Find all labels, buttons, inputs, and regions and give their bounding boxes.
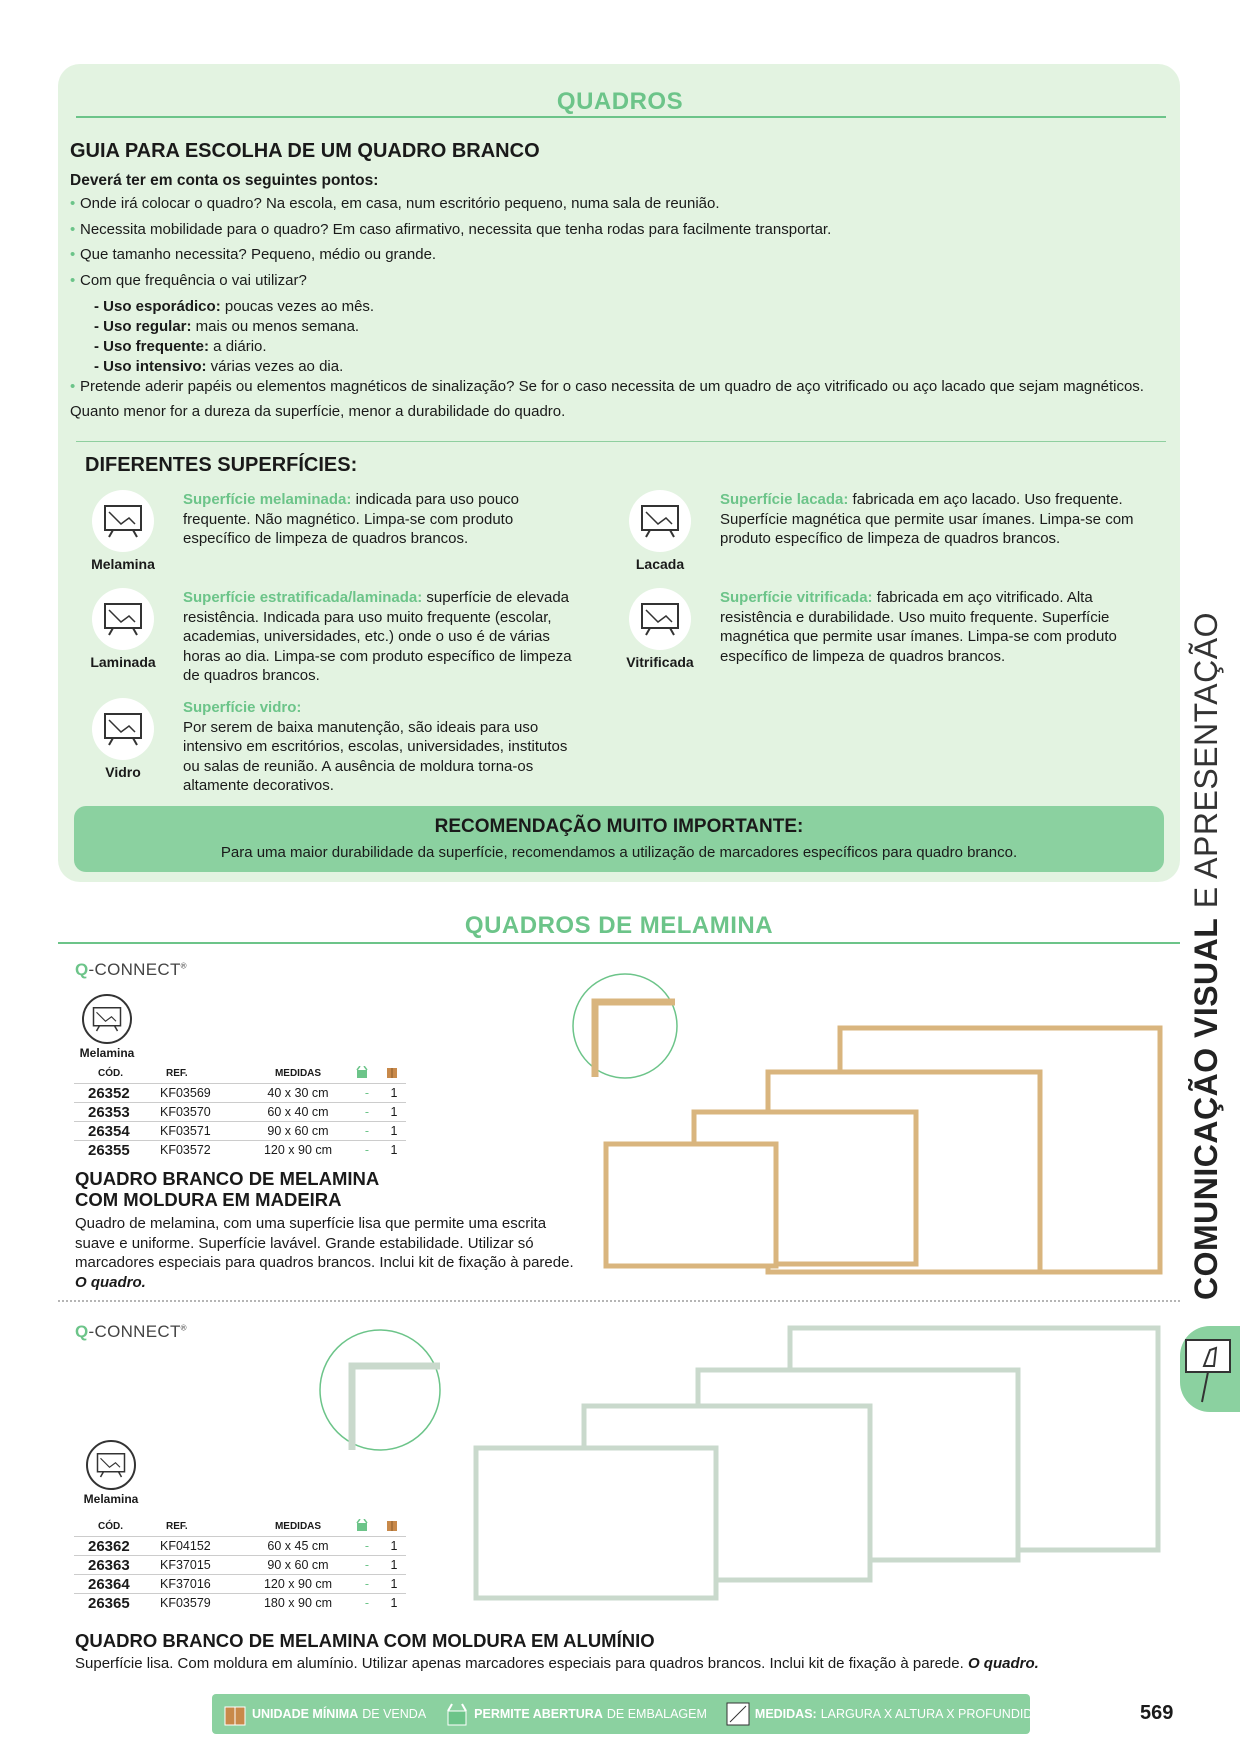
- badge-label: Melamina: [83, 1492, 139, 1506]
- legend-bar: [212, 1694, 1059, 1734]
- legend-min-unit: UNIDADE MÍNIMA DE VENDA: [222, 1701, 426, 1727]
- surface-icon-label: Vidro: [105, 764, 141, 780]
- recommendation-title: RECOMENDAÇÃO MUITO IMPORTANTE:: [434, 816, 804, 837]
- product-table: [74, 1064, 406, 1160]
- table-row: 26353 KF03570 60 x 40 cm - 1: [74, 1103, 406, 1122]
- col-ref: REF.: [166, 1068, 188, 1079]
- table-header: [74, 1064, 406, 1084]
- recommendation-box: [74, 806, 1164, 872]
- col-cod: CÓD.: [98, 1068, 123, 1079]
- product-title: QUADRO BRANCO DE MELAMINA COM MOLDURA EM MADEIRA: [75, 1168, 380, 1210]
- category-sidebar-title: COMUNICAÇÃO VISUAL E APRESENTAÇÃO: [1188, 612, 1224, 1300]
- board-small: [606, 1144, 776, 1266]
- whiteboard-icon: [92, 698, 154, 760]
- legend-open-pack: PERMITE ABERTURA DE EMBALAGEM: [444, 1701, 707, 1727]
- whiteboard-icon: [92, 588, 154, 650]
- usage-item: - Uso intensivo: várias vezes ao dia.: [94, 357, 344, 375]
- brand-logo: Q-CONNECT®: [75, 1322, 187, 1341]
- usage-item: - Uso regular: mais ou menos semana.: [94, 317, 360, 335]
- melamina-badge: [72, 994, 142, 1060]
- guide-bullet: • Onde irá colocar o quadro? Na escola, em casa, num escritório pequeno, numa sala de reunião.: [70, 196, 1170, 222]
- guide-title: QUADROS: [556, 88, 684, 115]
- product-title: QUADRO BRANCO DE MELAMINA COM MOLDURA EM ALUMÍNIO: [75, 1630, 655, 1651]
- col-med: MEDIDAS: [274, 1068, 322, 1079]
- open-pack-icon: [352, 1064, 382, 1084]
- presentation-hand-icon: [1180, 1326, 1236, 1406]
- open-pack-icon: [444, 1701, 470, 1727]
- surface-text: Superfície vidro: Por serem de baixa manutenção, são ideais para uso intensivo em escritórios, escolas, universidades, institutos ou salas de reunião. A ausência de moldura torna-os altamente decorativos.: [183, 699, 568, 795]
- board-small: [476, 1448, 716, 1598]
- table-row: 26362 KF04152 60 x 45 cm - 1: [74, 1537, 406, 1556]
- melamina-badge: [76, 1440, 146, 1506]
- table-row: 26352 KF03569 40 x 30 cm - 1: [74, 1084, 406, 1103]
- usage-item: - Uso frequente: a diário.: [94, 337, 267, 355]
- badge-label: Melamina: [79, 1046, 135, 1060]
- table-row: 26365 KF03579 180 x 90 cm - 1: [74, 1594, 406, 1613]
- usage-item: - Uso esporádico: poucas vezes ao mês.: [94, 297, 375, 315]
- section-rule: [58, 942, 1180, 944]
- surface-text: Superfície estratificada/laminada: superfície de elevada resistência. Indicada para uso muito frequente (escolar, academias, universidades, etc.) onde o uso é de várias horas ao dia. Limpa-se com produto específico de limpeza de quadros brancos.: [183, 589, 572, 685]
- surface-text: Superfície lacada: fabricada em aço lacado. Uso frequente. Superfície magnética que permite usar ímanes. Limpa-se com produto específico de limpeza de quadros brancos.: [720, 491, 1134, 548]
- product-description: Quadro de melamina, com uma superfície lisa que permite uma escrita suave e uniforme. Superfície lavável. Grande estabilidade. Utilizar só marcadores especiais para quadros brancos. Inclui kit de fixação à parede. O quadro.: [75, 1215, 574, 1291]
- section-title: QUADROS DE MELAMINA: [464, 912, 774, 939]
- guide-list: [70, 196, 1170, 430]
- title-rule: [76, 116, 1166, 118]
- wood-whiteboards-image: [570, 972, 1170, 1282]
- guide-bullet: • Pretende aderir papéis ou elementos magnéticos de sinalização? Se for o caso necessita de um quadro de aço vitrificado ou aço lacado que sejam magnéticos.: [70, 379, 1170, 405]
- divider: [76, 441, 1166, 442]
- surface-icon-label: Lacada: [635, 556, 685, 572]
- col-cod: CÓD.: [98, 1521, 123, 1532]
- legend-dimensions: MEDIDAS: LARGURA X ALTURA X PROFUNDIDADE: [725, 1701, 1058, 1727]
- col-med: MEDIDAS: [274, 1521, 322, 1532]
- brand-logo: Q-CONNECT®: [75, 960, 187, 979]
- box-icon: [382, 1064, 406, 1084]
- table-row: 26363 KF37015 90 x 60 cm - 1: [74, 1556, 406, 1575]
- guide-bullet: • Que tamanho necessita? Pequeno, médio ou grande.: [70, 247, 1170, 273]
- whiteboard-icon: [86, 1440, 136, 1490]
- table-row: 26355 KF03572 120 x 90 cm - 1: [74, 1141, 406, 1160]
- whiteboard-icon: [629, 490, 691, 552]
- durability-note: Quanto menor for a dureza da superfície, menor a durabilidade do quadro.: [70, 403, 566, 421]
- whiteboard-icon: [82, 994, 132, 1044]
- product-description: Superfície lisa. Com moldura em alumínio. Utilizar apenas marcadores especiais para quadros brancos. Inclui kit de fixação à parede. O quadro.: [75, 1655, 1039, 1672]
- whiteboard-icon: [629, 588, 691, 650]
- surface-text: Superfície melaminada: indicada para uso pouco frequente. Não magnético. Limpa-se com produto específico de limpeza de quadros brancos.: [183, 491, 520, 548]
- guide-bullet: • Necessita mobilidade para o quadro? Em caso afirmativo, necessita que tenha rodas para facilmente transportar.: [70, 222, 1170, 248]
- surface-icon-label: Vitrificada: [626, 654, 694, 670]
- dimensions-icon: [725, 1701, 751, 1727]
- table-row: 26364 KF37016 120 x 90 cm - 1: [74, 1575, 406, 1594]
- zoom-circle: [320, 1330, 440, 1450]
- page-number: 569: [1140, 1702, 1174, 1724]
- surface-text: Superfície vitrificada: fabricada em aço vitrificado. Alta resistência e durabilidade. Uso muito frequente. Superfície magnética que permite usar ímanes. Limpa-se com produto específico de limpeza de quadros brancos.: [720, 589, 1117, 665]
- dotted-separator: [58, 1300, 1180, 1302]
- guide-heading: GUIA PARA ESCOLHA DE UM QUADRO BRANCO: [70, 140, 540, 162]
- zoom-circle: [573, 974, 677, 1078]
- box-icon: [222, 1701, 248, 1727]
- aluminium-whiteboards-image: [318, 1322, 1168, 1602]
- table-row: 26354 KF03571 90 x 60 cm - 1: [74, 1122, 406, 1141]
- guide-bullet: • Com que frequência o vai utilizar?: [70, 273, 1170, 299]
- category-tab: [1180, 1326, 1240, 1412]
- guide-intro: Deverá ter em conta os seguintes pontos:: [70, 172, 379, 189]
- whiteboard-icon: [92, 490, 154, 552]
- surface-icon-label: Laminada: [90, 654, 156, 670]
- surface-icon-label: Melamina: [91, 556, 155, 572]
- recommendation-text: Para uma maior durabilidade da superfície, recomendamos a utilização de marcadores específicos para quadro branco.: [220, 844, 1018, 861]
- surfaces-heading: DIFERENTES SUPERFÍCIES:: [85, 454, 358, 476]
- col-ref: REF.: [166, 1521, 188, 1532]
